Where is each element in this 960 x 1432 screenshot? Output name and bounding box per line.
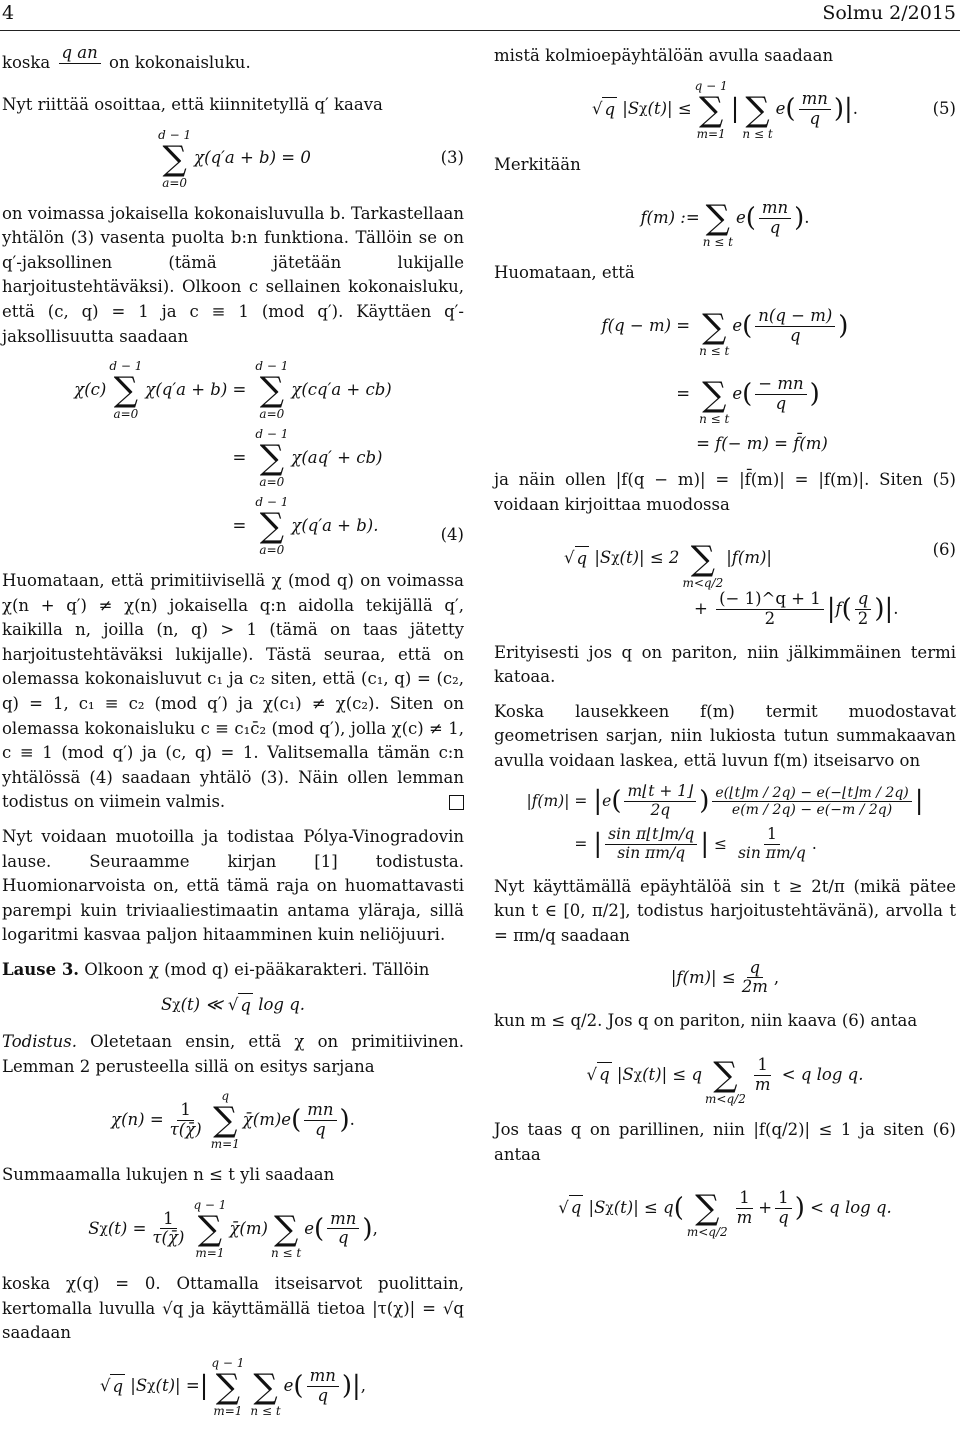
proof: Todistus. Oletetaan ensin, että χ on primitiivinen. Lemman 2 perusteella sillä on esitys sarjana: [2, 1032, 465, 1076]
page-number: 4: [2, 2, 15, 24]
paragraph-polya: Nyt voidaan muotoilla ja todistaa Pólya-Vinogradovin lause. Seuraamme kirjan [1] todistusta. Huomionarvoista on, että tämä raja on huomattavasti parempi kuin triviaaliestimaatin antama yläraja, sillä logaritmi kasvaa paljon hitaamminen kuin neliöjuuri.: [2, 827, 464, 945]
paragraph-jos: Jos taas q on parillinen, niin |f(q/2)| ≤ 1 ja siten (6) antaa: [494, 1120, 956, 1164]
equation-f-def: f(m) := ∑ n ≤ t e ( $\frac{mn}{q}$ ) .: [640, 197, 810, 250]
paragraph-erityisesti: Erityisesti jos q on pariton, niin jälkimmäinen termi katoaa.: [494, 642, 956, 687]
equation-even: √ q |S χ (t)| ≤ q ( ∑ m<q/2 $\frac{1}{m}$ + $\frac{1}{q}$ ) < q log q.: [558, 1187, 892, 1240]
equation-sum: S χ (t) = $\frac{1}{\tau(\chī)}$ q − 1 ∑ m=1 χ̄(m) ∑ n ≤ t e ( $\frac{mn}{q}$ ) ,: [88, 1197, 378, 1260]
theorem-3: Lause 3. Olkoon χ (mod q) ei-pääkarakteri. Tällöin: [2, 960, 430, 979]
equation-5: √ q |S χ (t)| ≤ q − 1 ∑ m=1 | ∑ n ≤ t e ( $\frac{mn}{q}$ ) | . (5): [591, 78, 956, 141]
equation-odd: √ q |S χ (t)| ≤ q ∑ m<q/2 $\frac{1}{m}$ < q log q.: [586, 1054, 864, 1107]
paragraph-koska2: koska χ(q) = 0. Ottamalla itseisarvot puolittain, kertomalla luvulla √q ja käyttämällä tietoa |τ(χ)| = √q saadaan: [2, 1273, 464, 1343]
equation-f-qm: f(q − m) = ∑ n ≤ t e ( $\frac{n(q - m)}{q}$ ) = ∑ n ≤ t e ( $\frac{- mn}{q}$ ) = f(− m) = f̄(m): [601, 306, 849, 453]
equation-6: √ q |S χ (t)| ≤ 2 ∑ m<q/2 |f(m)| + $\frac{(- 1)\^{}q + 1}{2}$ | f ( $\frac{q}{2}$ ) | . (6): [564, 538, 956, 628]
equation-theorem: S χ (t) ≪ √ q log q.: [2, 993, 464, 1019]
equation-abs: √ q |S χ (t)| = | q − 1 ∑ m=1 ∑ n ≤ t e ( $\frac{mn}{q}$ ) | ,: [99, 1355, 367, 1418]
equation-4: χ(c) d − 1 ∑ a=0 χ(q′a + b) = d − 1 ∑ a=0 χ(cq′a + cb) = d − 1 ∑ a=0 χ(aq′ + cb) = d − 1 ∑ a=0 χ(q′a + b). (4): [74, 359, 464, 558]
journal-name: Solmu 2/2015: [822, 2, 956, 24]
equation-geometric: |f(m)| = | e ( $\frac{m⌊t + 1⌋}{2q}$ ) $\frac{e(⌊t⌋m / 2q) - e(-⌊t⌋m / 2q)}{e(m / 2q) - e(-m / 2q)}$ | = | $\frac{\text{sin π⌊t⌋m/q}}{\text{sin πm/q}}$ | ≤ $\frac{1}{\text{sin πm/q}}$ .: [526, 782, 924, 862]
qed-box-icon: [449, 795, 464, 810]
paragraph-nyt: Nyt riittää osoittaa, että kiinnitetyllä q′ kaava: [2, 94, 383, 114]
left-column: [2, 44, 464, 1430]
equation-number: (3): [440, 148, 464, 168]
paragraph-summaamalla: Summaamalla lukujen n ≤ t yli saadaan: [2, 1165, 335, 1185]
page-header: [0, 0, 960, 31]
paragraph-huomataan-right: Huomataan, että: [494, 263, 635, 283]
right-column: [494, 44, 956, 1251]
equation-number: (5): [932, 99, 956, 119]
paragraph-ja: ja näin ollen |f(q − m)| = |f̄(m)| = |f(m)|. Siten (5) voidaan kirjoittaa muodossa: [494, 470, 956, 514]
paragraph-mista: mistä kolmioepäyhtälöän avulla saadaan: [494, 46, 834, 65]
paragraph-nyt-kayttamalla: Nyt käyttämällä epäyhtälöä sin t ≥ 2t/π (mikä pätee kun t ∈ [0, π/2], todistus harjoitustehtävänä), arvolla t = πm/q saadaan: [494, 876, 956, 945]
koska-line: koska q an on kokonaisluku.: [2, 44, 464, 83]
equation-number: (4): [440, 524, 464, 544]
q-an-fraction: q an: [59, 44, 101, 83]
paragraph-huomataan: Huomataan, että primitiivisellä χ (mod q) on voimassa χ(n + q′) ≠ χ(n) jokaisella q:n aidolla tekijällä q′, kaikilla n, joilla (n, q) > 1 (tämä on taas jätetty harjoitustehtäväksi lukijalle). Tästä seuraa, että on olemassa kokonaisluvut c₁ ja c₂ siten, että (c₁, q) = (c₂, q) = 1, c₁ ≡ c₂ (mod q′) ja χ(c₁) ≠ χ(c₂). Siten on olemassa kokonaisluku c ≡ c₁c̄₂ (mod q′), jolla χ(c) ≠ 1, c ≡ 1 (mod q′) ja (c, q) = 1. Valitsemalla tämän c:n yhtälössä (4) saadaan yhtälö (3). Näin ollen lemman todistus on viimein valmis.: [2, 571, 464, 812]
equation-number: (6): [932, 539, 956, 559]
equation-series: χ(n) = $\frac{1}{\tau(\chī)}$ q ∑ m=1 χ̄(m)e ( $\frac{mn}{q}$ ) .: [111, 1089, 355, 1152]
paragraph-voimassa: on voimassa jokaisella kokonaisluvulla b. Tarkastellaan yhtälön (3) vasenta puolta b:n funktiona. Tällöin se on q′-jaksollinen (tämä jätetään lukijalle harjoitustehtäväksi). Olkoon c sellainen kokonaisluku, että (c, q) = 1 ja c ≡ 1 (mod q′). Käyttäen q′-jaksollisuutta saadaan: [2, 203, 464, 346]
paragraph-geometric: Koska lausekkeen f(m) termit muodostavat geometrisen sarjan, niin lukiosta tutun summakaavan avulla voidaan laskea, että luvun f(m) itseisarvo on: [494, 701, 956, 770]
equation-3: d − 1 ∑ a=0 χ(q′a + b) = 0 (3): [158, 127, 464, 190]
equation-fm-bound: |f(m)| ≤ $\frac{q}{2m}$ ,: [670, 957, 780, 997]
sum-symbol: d − 1 ∑ a=0: [158, 127, 192, 190]
paragraph-kun: kun m ≤ q/2. Jos q on pariton, niin kaava (6) antaa: [494, 1011, 918, 1031]
paragraph-merkitaan: Merkitään: [494, 154, 581, 174]
